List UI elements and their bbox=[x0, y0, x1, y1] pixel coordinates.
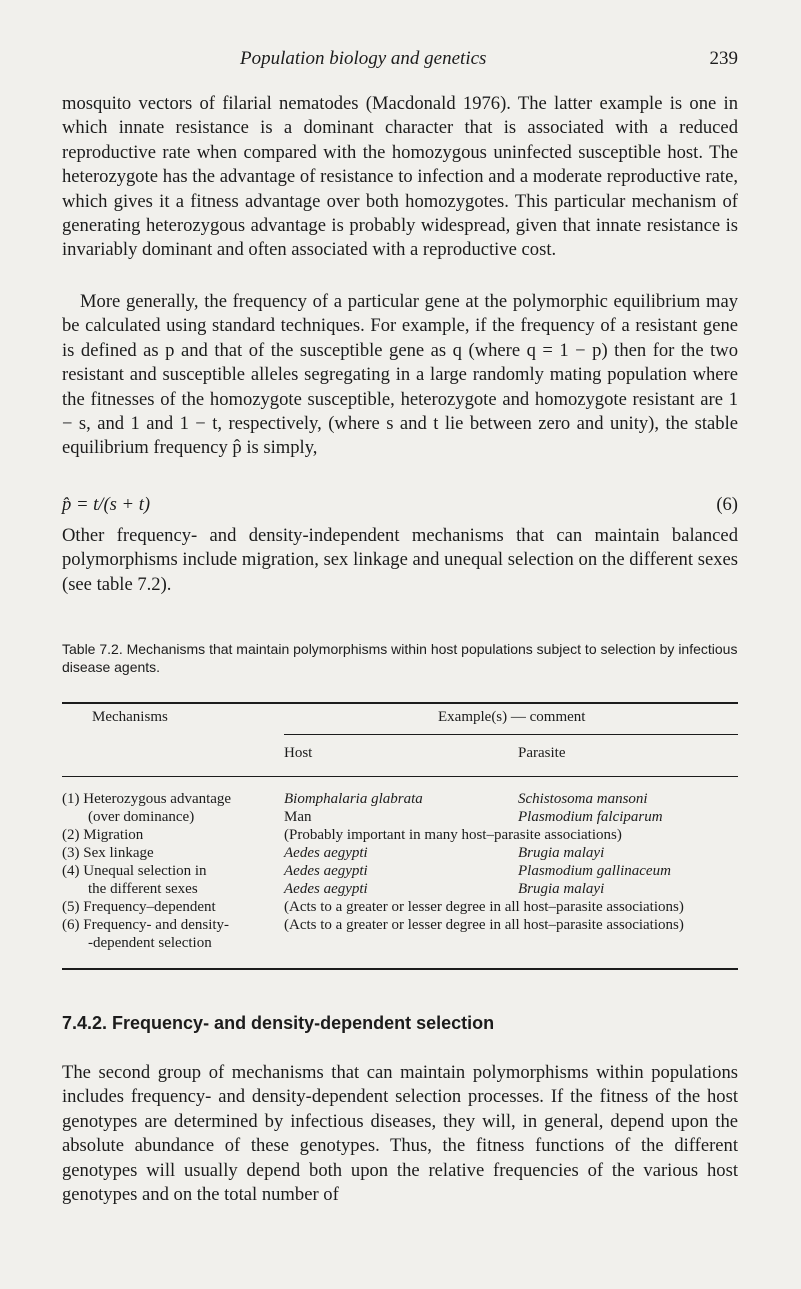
table-cell-mechanism: (6) Frequency- and density- bbox=[62, 917, 230, 933]
table-bottom-rule bbox=[62, 968, 738, 970]
col-header-mechanisms: Mechanisms bbox=[92, 709, 168, 725]
table-cell-host: Aedes aegypti bbox=[284, 845, 368, 861]
table-cell-mechanism: (1) Heterozygous advantage bbox=[62, 791, 232, 807]
table-cell-mechanism: (5) Frequency–dependent bbox=[62, 899, 216, 915]
table-cell-mechanism: the different sexes bbox=[88, 881, 198, 897]
table-subheader-rule bbox=[284, 734, 738, 735]
table-cell-host: Biomphalaria glabrata bbox=[284, 791, 423, 807]
table-cell-mechanism: (2) Migration bbox=[62, 827, 144, 843]
table-cell-parasite: Plasmodium falciparum bbox=[518, 809, 663, 825]
table-cell-parasite: Schistosoma mansoni bbox=[518, 791, 648, 807]
table-header-rule bbox=[62, 776, 738, 777]
table-caption: Table 7.2. Mechanisms that maintain polymorphisms within host populations subject to selection by infectious disease agents. bbox=[62, 641, 738, 675]
table-cell-mechanism: -dependent selection bbox=[88, 935, 212, 951]
section-heading: 7.4.2. Frequency- and density-dependent selection bbox=[62, 1013, 495, 1033]
table-cell-mechanism: (over dominance) bbox=[88, 809, 195, 825]
paragraph-4 bbox=[62, 1061, 738, 1207]
equation-formula: p̂ = t/(s + t) bbox=[62, 494, 151, 515]
table-cell-host: Aedes aegypti bbox=[284, 863, 368, 879]
col-header-examples: Example(s) — comment bbox=[438, 709, 586, 725]
paragraph-text: More generally, the frequency of a particular gene at the polymorphic equilibrium may be calculated using standard techniques. For example, if the frequency of a resistant gene is defined as p and that of the susceptible gene as q (where q = 1 − p) then for the two resistant and susceptible alleles segregating in a large randomly mating population where the fitnesses of the homozygote susceptible, heterozygote and homozygote resistant are 1 − s, and 1 and 1 − t, respectively, (where s and t lie between zero and unity), the stable equilibrium frequency p̂ is simply, bbox=[62, 291, 738, 459]
paragraph-2 bbox=[62, 290, 738, 461]
paragraph-text: Other frequency- and density-independent mechanisms that can maintain balanced polymorphisms include migration, sex linkage and unequal selection on the different sexes (see table 7.2). bbox=[62, 525, 738, 595]
col-header-host: Host bbox=[284, 745, 313, 761]
table-cell-comment: (Acts to a greater or lesser degree in all host–parasite associations) bbox=[284, 899, 684, 915]
page-number: 239 bbox=[709, 48, 738, 69]
equation-number: (6) bbox=[716, 494, 738, 515]
equation-6 bbox=[62, 494, 738, 516]
table-cell-comment: (Acts to a greater or lesser degree in all host–parasite associations) bbox=[284, 917, 684, 933]
table-cell-parasite: Brugia malayi bbox=[518, 881, 605, 897]
table-cell-host: Aedes aegypti bbox=[284, 881, 368, 897]
table-cell-host: Man bbox=[284, 809, 312, 825]
paragraph-1 bbox=[62, 92, 738, 263]
paragraph-text: The second group of mechanisms that can maintain polymorphisms within populations includes frequency- and density-dependent selection processes. If the fitness of the host genotypes are determined by infectious diseases, they will, in general, depend upon the absolute abundance of these genotypes. Thus, the fitness functions of the different genotypes will usually depend both upon the relative frequencies of the various host genotypes and on the total number of bbox=[62, 1062, 738, 1206]
table-cell-comment: (Probably important in many host–parasite associations) bbox=[284, 827, 622, 843]
running-head: Population biology and genetics bbox=[240, 48, 487, 69]
table-cell-mechanism: (4) Unequal selection in bbox=[62, 863, 207, 879]
page-header bbox=[62, 48, 738, 76]
table-top-rule bbox=[62, 702, 738, 704]
table-cell-parasite: Brugia malayi bbox=[518, 845, 605, 861]
paragraph-3 bbox=[62, 524, 738, 597]
table-cell-mechanism: (3) Sex linkage bbox=[62, 845, 154, 861]
table-cell-parasite: Plasmodium gallinaceum bbox=[518, 863, 671, 879]
paragraph-text: mosquito vectors of filarial nematodes (Macdonald 1976). The latter example is one in which innate resistance is a dominant character that is associated with a reduced reproductive rate when compared with the homozygous uninfected susceptible host. The heterozygote has the advantage of resistance to infection and a moderate reproductive rate, which gives it a fitness advantage over both homozygotes. This particular mechanism of generating heterozygous advantage is probably widespread, given that innate resistance is invariably dominant and often associated with a reproductive cost. bbox=[62, 93, 738, 261]
col-header-parasite: Parasite bbox=[518, 745, 566, 761]
